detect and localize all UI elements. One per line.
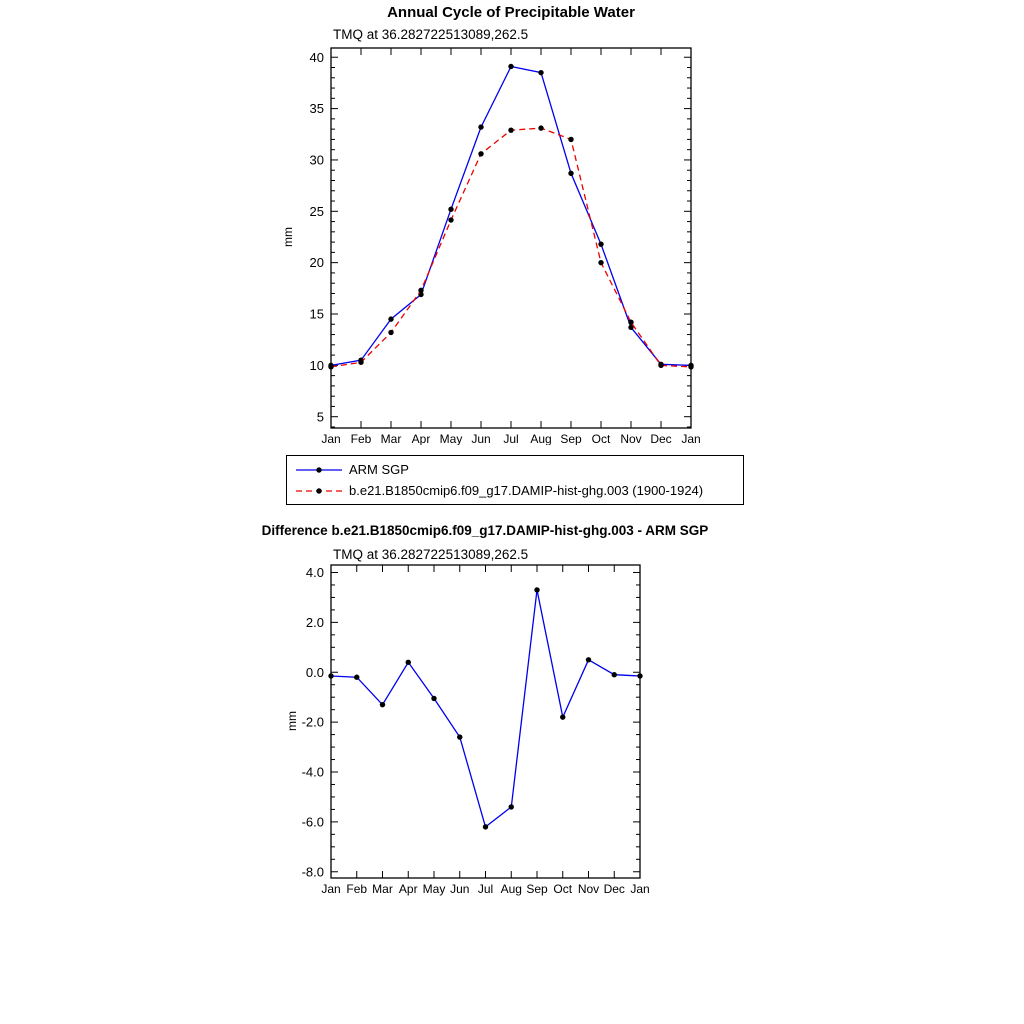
chart1-title: Annual Cycle of Precipitable Water xyxy=(387,4,635,21)
y-tick-label: 30 xyxy=(309,152,324,168)
data-point xyxy=(637,673,642,678)
data-point xyxy=(328,364,333,369)
data-point xyxy=(388,316,393,321)
x-tick-label: Jan xyxy=(321,882,341,896)
y-tick-label: 2.0 xyxy=(305,614,324,630)
plot-frame xyxy=(331,565,640,878)
x-tick-label: Sep xyxy=(560,432,582,445)
x-tick-label: Jan xyxy=(630,882,650,896)
x-tick-label: May xyxy=(439,432,463,445)
x-tick-label: Mar xyxy=(372,882,393,896)
x-tick-label: Jan xyxy=(681,432,701,445)
data-point xyxy=(509,804,514,809)
x-tick-label: Aug xyxy=(530,432,552,445)
difference-chart xyxy=(260,556,730,901)
data-point xyxy=(478,124,483,129)
chart1-y-axis-label: mm xyxy=(281,227,295,247)
data-point xyxy=(354,675,359,680)
legend-label-arm-sgp: ARM SGP xyxy=(349,462,409,477)
x-tick-label: Apr xyxy=(398,882,418,896)
y-tick-label: 25 xyxy=(309,203,324,219)
x-tick-label: Mar xyxy=(380,432,402,445)
x-tick-label: May xyxy=(422,882,446,896)
chart2-y-axis-label: mm xyxy=(285,711,299,731)
x-tick-label: Jul xyxy=(477,882,494,896)
data-point xyxy=(598,241,603,246)
x-tick-label: Jun xyxy=(471,432,491,445)
legend-entry xyxy=(294,483,743,498)
y-tick-label: -8.0 xyxy=(301,864,324,880)
chart2-title: Difference b.e21.B1850cmip6.f09_g17.DAMIP-hist-ghg.003 - ARM SGP xyxy=(261,523,709,538)
series-line-1 xyxy=(331,128,691,367)
x-tick-label: Aug xyxy=(500,882,522,896)
data-point xyxy=(538,125,543,130)
data-point xyxy=(538,70,543,75)
legend-line-sample-model xyxy=(294,485,344,497)
x-tick-label: Oct xyxy=(591,432,611,445)
legend-marker xyxy=(316,488,321,493)
legend-line-sample-arm-sgp xyxy=(294,464,344,476)
data-point xyxy=(612,672,617,677)
plot-frame xyxy=(331,48,691,428)
chart2-subtitle: TMQ at 36.282722513089,262.5 xyxy=(333,547,529,562)
data-point xyxy=(688,364,693,369)
y-tick-label: 35 xyxy=(309,101,324,117)
y-tick-label: 5 xyxy=(316,409,324,425)
y-tick-label: 20 xyxy=(309,255,324,271)
data-point xyxy=(406,660,411,665)
data-point xyxy=(431,696,436,701)
y-tick-label: 0.0 xyxy=(305,664,324,680)
series-line-0 xyxy=(331,590,640,827)
data-point xyxy=(328,673,333,678)
data-point xyxy=(448,207,453,212)
data-point xyxy=(448,217,453,222)
x-tick-label: Jan xyxy=(321,432,341,445)
data-point xyxy=(628,320,633,325)
x-tick-label: Feb xyxy=(350,432,372,445)
y-tick-label: -4.0 xyxy=(301,764,324,780)
data-point xyxy=(658,363,663,368)
x-tick-label: Nov xyxy=(577,882,600,896)
y-tick-label: 10 xyxy=(309,357,324,373)
data-point xyxy=(598,260,603,265)
data-point xyxy=(358,360,363,365)
x-tick-label: Apr xyxy=(411,432,431,445)
data-point xyxy=(478,151,483,156)
y-tick-label: 15 xyxy=(309,306,324,322)
legend xyxy=(286,455,744,505)
chart1-subtitle: TMQ at 36.282722513089,262.5 xyxy=(333,27,529,42)
legend-entry xyxy=(294,462,743,477)
y-tick-label: -6.0 xyxy=(301,814,324,830)
annual-cycle-chart xyxy=(260,40,730,445)
y-tick-label: 40 xyxy=(309,49,324,65)
x-tick-label: Sep xyxy=(526,882,548,896)
data-point xyxy=(568,171,573,176)
data-point xyxy=(380,702,385,707)
y-tick-label: -2.0 xyxy=(301,714,324,730)
x-tick-label: Dec xyxy=(650,432,672,445)
y-tick-label: 4.0 xyxy=(305,565,324,581)
data-point xyxy=(508,64,513,69)
data-point xyxy=(586,657,591,662)
x-tick-label: Oct xyxy=(553,882,573,896)
data-point xyxy=(457,734,462,739)
data-point xyxy=(560,714,565,719)
x-tick-label: Jul xyxy=(503,432,519,445)
x-tick-label: Dec xyxy=(603,882,625,896)
legend-label-model: b.e21.B1850cmip6.f09_g17.DAMIP-hist-ghg.003 (1900-1924) xyxy=(349,483,704,498)
x-tick-label: Nov xyxy=(620,432,642,445)
x-tick-label: Jun xyxy=(450,882,470,896)
data-point xyxy=(483,824,488,829)
series-line-0 xyxy=(331,67,691,366)
data-point xyxy=(534,587,539,592)
data-point xyxy=(388,330,393,335)
data-point xyxy=(508,127,513,132)
data-point xyxy=(568,137,573,142)
x-tick-label: Feb xyxy=(346,882,368,896)
legend-marker xyxy=(316,467,321,472)
data-point xyxy=(418,288,423,293)
